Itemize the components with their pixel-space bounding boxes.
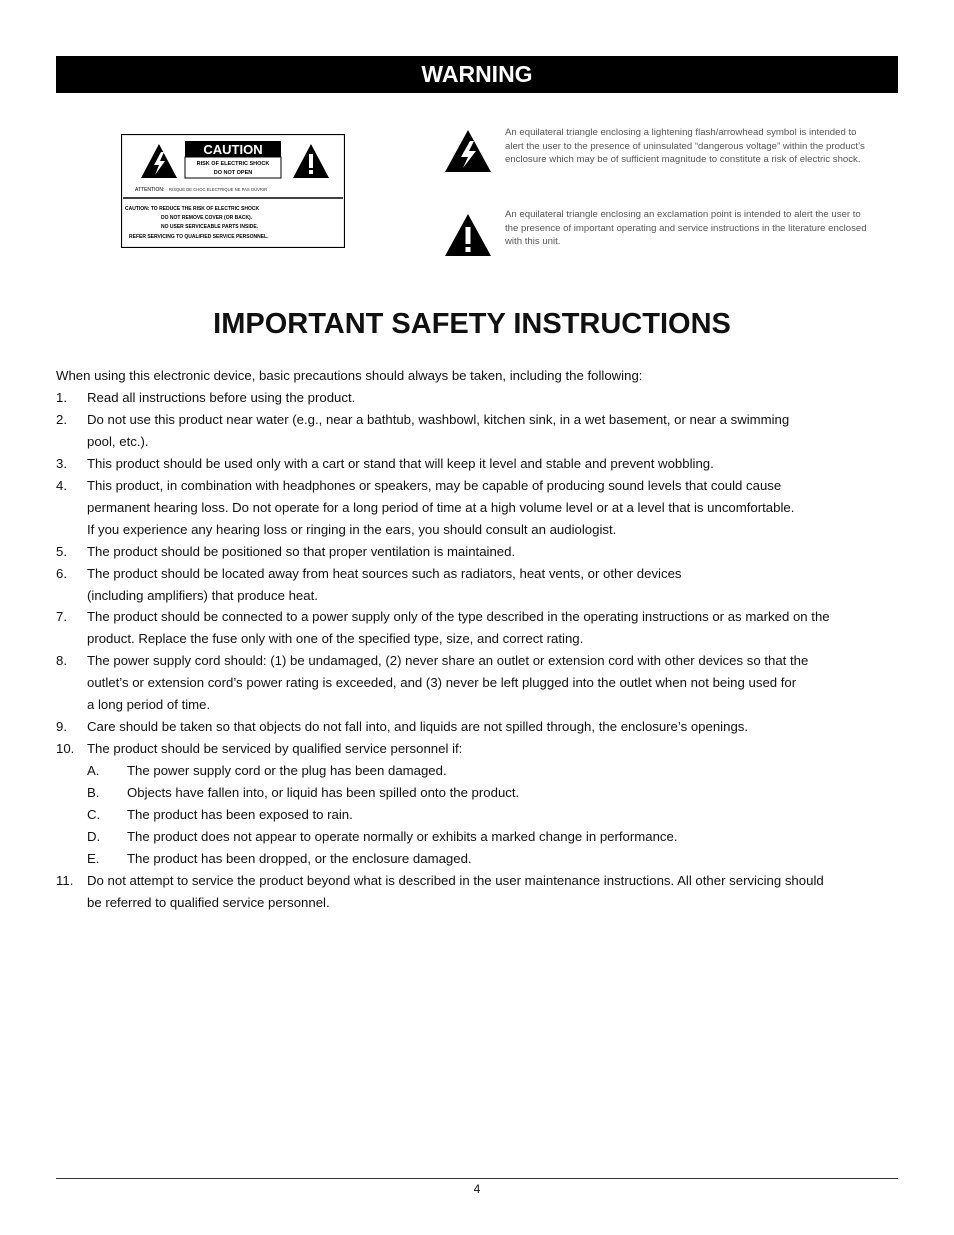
symbol-description: An equilateral triangle enclosing an exclamation point is intended to alert the user to the presence of important operating and service instructions in the literature enclosed with this unit. (505, 209, 867, 248)
sub-item-text: The product has been dropped, or the enclosure damaged. (127, 850, 472, 866)
lightning-triangle-icon (443, 128, 493, 174)
item-number: 4. (56, 477, 67, 493)
sub-item-text: The product does not appear to operate normally or exhibits a marked change in performance. (127, 829, 678, 845)
symbol-row-lightning (443, 126, 883, 208)
sub-item-text: Objects have fallen into, or liquid has been spilled onto the product. (127, 785, 520, 801)
symbol-explanations (443, 126, 883, 268)
sub-item-letter: B. (87, 785, 100, 801)
list-item (56, 387, 902, 409)
item-number: 2. (56, 411, 67, 427)
item-text: Do not use this product near water (e.g., near a bathtub, washbowl, kitchen sink, in a wet basement, or near a swimming (87, 411, 790, 427)
item-number: 10. (56, 741, 75, 757)
caution-attention: ATTENTION: (135, 187, 165, 193)
sub-list-item (87, 782, 902, 804)
item-number: 11. (56, 872, 74, 888)
item-text: a long period of time. (87, 697, 211, 713)
item-text: The power supply cord should: (1) be undamaged, (2) never share an outlet or extension cord with other devices so that the (87, 653, 809, 669)
sub-item-letter: D. (87, 829, 101, 845)
item-text: The product should be positioned so that proper ventilation is maintained. (87, 543, 516, 559)
caution-body-line: DO NOT REMOVE COVER (OR BACK). (161, 215, 253, 221)
item-text: Do not attempt to service the product beyond what is described in the user maintenance instructions. All other servicing should (87, 872, 824, 888)
item-text: This product, in combination with headphones or speakers, may be capable of producing sound levels that could cause (87, 477, 782, 493)
sub-list-item (87, 826, 902, 848)
list-item (56, 409, 902, 453)
sub-item-letter: A. (87, 763, 100, 779)
list-item (56, 650, 902, 716)
list-item (56, 870, 902, 914)
item-number: 1. (56, 389, 67, 405)
list-item (56, 453, 902, 475)
caution-heading: CAUTION (203, 142, 263, 157)
item-text: The product should be connected to a power supply only of the type described in the operating instructions or as marked on the (87, 609, 830, 625)
symbol-row-exclamation (443, 208, 883, 268)
footer-divider (56, 1178, 898, 1179)
caution-body-line: CAUTION: TO REDUCE THE RISK OF ELECTRIC SHOCK (125, 206, 260, 212)
list-item (56, 541, 902, 563)
item-text: permanent hearing loss. Do not operate for a long period of time at a high volume level or at a level that is uncomfortable. (87, 499, 795, 515)
page-number: 4 (473, 1182, 481, 1196)
instruction-list (56, 387, 902, 914)
item-number: 3. (56, 455, 67, 471)
exclamation-triangle-icon (443, 212, 493, 258)
item-text: The product should be serviced by qualified service personnel if: (87, 741, 463, 757)
list-item (56, 738, 902, 870)
item-text: (including amplifiers) that produce heat. (87, 587, 318, 603)
caution-risk-line2: DO NOT OPEN (213, 170, 253, 176)
list-item (56, 716, 902, 738)
sub-list-item (87, 804, 902, 826)
list-item (56, 563, 902, 607)
item-text: product. Replace the fuse only with one of the specified type, size, and correct rating. (87, 631, 584, 647)
caution-body-line: NO USER SERVICEABLE PARTS INSIDE. (161, 224, 259, 230)
caution-risk-line1: RISK OF ELECTRIC SHOCK (196, 161, 270, 167)
instructions (56, 365, 902, 914)
page-title: IMPORTANT SAFETY INSTRUCTIONS (213, 308, 731, 340)
sub-item-text: The product has been exposed to rain. (127, 807, 353, 823)
item-text: This product should be used only with a cart or stand that will keep it level and stable and prevent wobbling. (87, 455, 714, 471)
intro-text: When using this electronic device, basic precautions should always be taken, including the following: (56, 368, 643, 383)
item-number: 6. (56, 565, 67, 581)
caution-label (121, 134, 345, 248)
item-text: Care should be taken so that objects do not fall into, and liquids are not spilled through, the enclosure’s openings. (87, 719, 749, 735)
item-text: be referred to qualified service personnel. (87, 894, 330, 910)
item-number: 5. (56, 543, 67, 559)
list-item (56, 475, 902, 541)
item-number: 9. (56, 719, 67, 735)
warning-banner: WARNING (56, 56, 898, 93)
sub-item-letter: C. (87, 807, 101, 823)
item-text: outlet’s or extension cord’s power rating is exceeded, and (3) never be left plugged into the outlet when not being used for (87, 675, 797, 691)
item-number: 8. (56, 653, 67, 669)
item-number: 7. (56, 609, 67, 625)
sub-item-letter: E. (87, 850, 100, 866)
caution-attention-text: RISQUE DE CHOC ELECTRIQUE NE PAS OUVRIR (169, 187, 268, 192)
item-text: Read all instructions before using the product. (87, 389, 356, 405)
sub-list-item (87, 760, 902, 782)
item-text: The product should be located away from heat sources such as radiators, heat vents, or other devices (87, 565, 682, 581)
list-item (56, 606, 902, 650)
sub-list (87, 760, 902, 870)
caution-body-line: REFER SERVICING TO QUALIFIED SERVICE PERSONNEL. (129, 234, 269, 240)
item-text: pool, etc.). (87, 433, 149, 449)
symbol-description: An equilateral triangle enclosing a lightening flash/arrowhead symbol is intended to alert the user to the presence of uninsulated “dangerous voltage” within the product’s enclosure which may be of sufficient magnitude to constitute a risk of electric shock. (505, 127, 865, 166)
sub-item-text: The power supply cord or the plug has been damaged. (127, 763, 447, 779)
item-text: If you experience any hearing loss or ringing in the ears, you should consult an audiologist. (87, 521, 617, 537)
sub-list-item (87, 848, 902, 870)
